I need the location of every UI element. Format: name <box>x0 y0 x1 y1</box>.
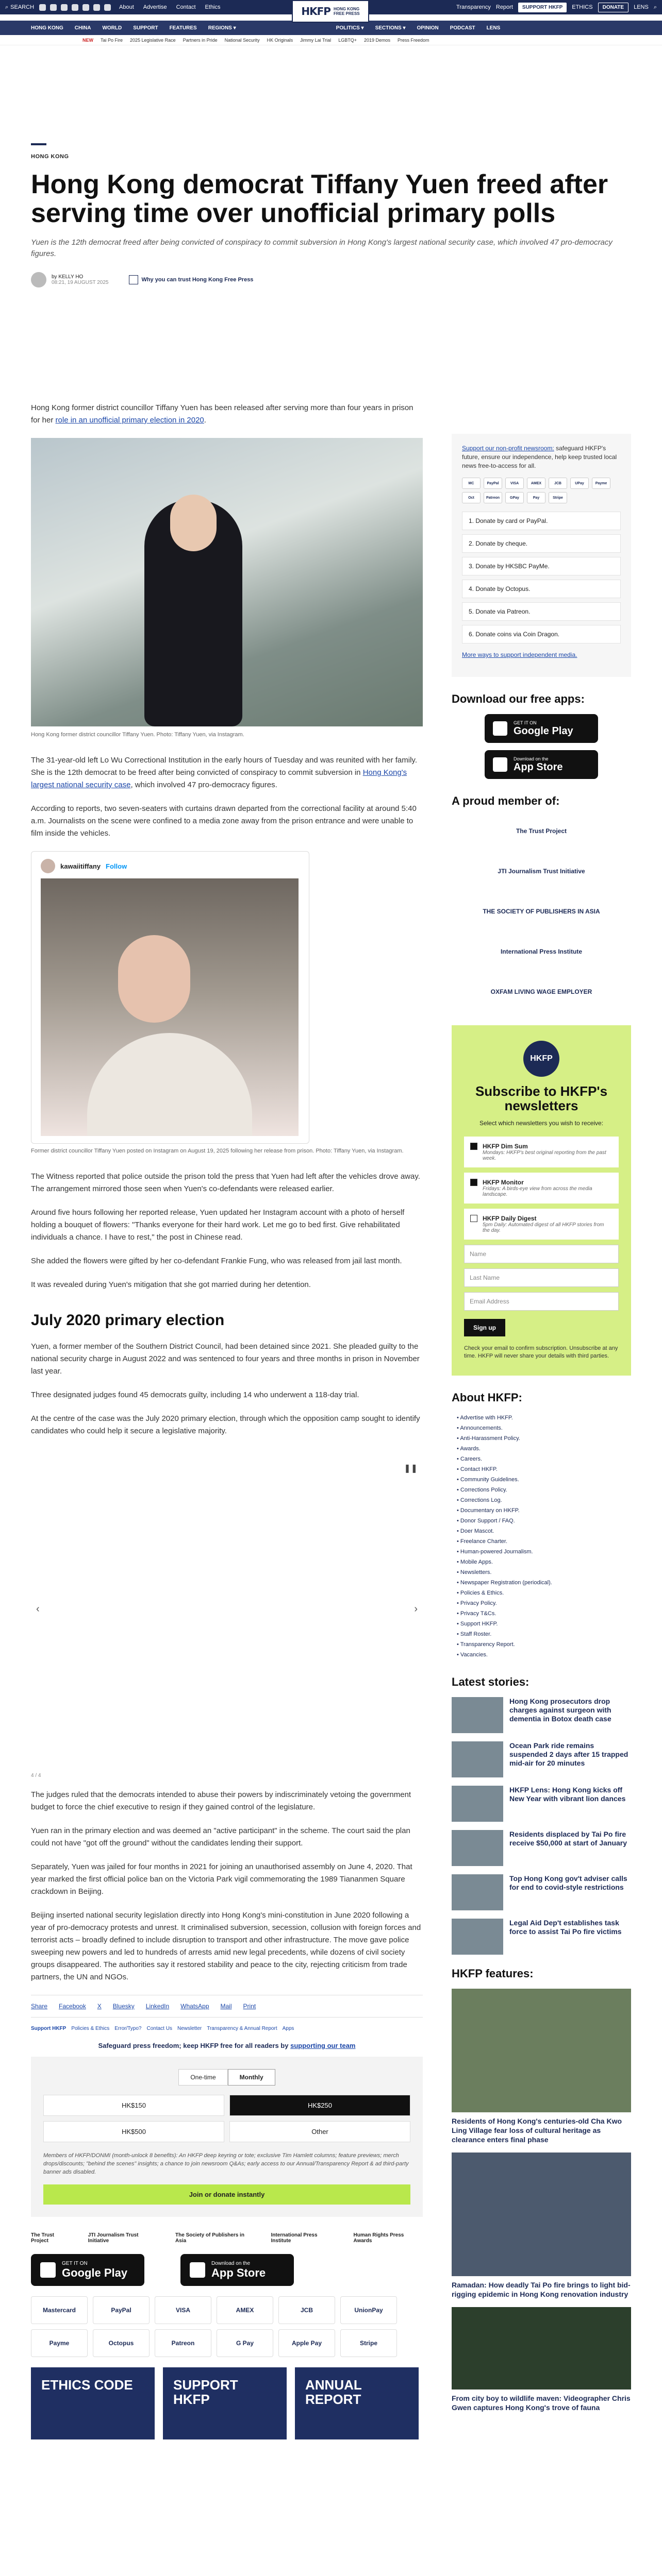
payment-logo[interactable]: Payme <box>31 2329 88 2357</box>
checkbox-checked-icon[interactable] <box>470 1143 477 1150</box>
member-logo[interactable]: THE SOCIETY OF PUBLISHERS IN ASIA <box>483 908 600 915</box>
nav-world[interactable]: WORLD <box>102 25 122 31</box>
lead-photo <box>31 438 423 726</box>
footer-link[interactable]: Policies & Ethics <box>71 2026 110 2031</box>
latest-story[interactable]: Legal Aid Dep't establishes task force to assist Tai Po fire victims <box>452 1919 631 1955</box>
member-logo[interactable]: The Society of Publishers in Asia <box>175 2232 244 2244</box>
trending-item[interactable]: 2025 Legislative Race <box>130 37 176 43</box>
rss-icon[interactable] <box>104 4 111 11</box>
about-link[interactable]: • Transparency Report. <box>457 1639 631 1650</box>
top-links <box>119 4 221 10</box>
trending-item[interactable]: Tai Po Fire <box>101 37 123 43</box>
trending-item[interactable]: Jimmy Lai Trial <box>300 37 332 43</box>
apple-icon <box>493 757 507 772</box>
amount-option[interactable]: HK$500 <box>43 2121 224 2142</box>
about-heading: About HKFP: <box>452 1391 522 1404</box>
trust-link[interactable]: Why you can trust Hong Kong Free Press <box>129 275 253 284</box>
sidebar <box>452 434 631 2420</box>
paragraph: Beijing inserted national security legislation directly into Hong Kong's mini-constitution in June 2020 following a year of pro-democracy protests and unrest. It criminalised subversion, secession, collusion with foreign forces and terrorist acts – broadly defined to include disruption to transport and other infrastructure. The move gave police sweeping new powers and led to hundreds of arrests amid new legal precedents, while dozens of civil society groups disappeared. The authorities say it restored stability and peace to the city, rejecting criticism from trade partners, the UN and NGOs. <box>31 1911 421 1981</box>
embed-caption: Former district councillor Tiffany Yuen posted on Instagram on August 19, 2025 following her release from prison. Photo: Tiffany Yuen, via Instagram. <box>31 1148 404 1154</box>
nav-podcast[interactable]: PODCAST <box>450 25 475 31</box>
about-link[interactable]: • Staff Roster. <box>457 1629 631 1639</box>
donation-amounts <box>43 2095 410 2142</box>
story-thumbnail[interactable] <box>452 1830 503 1866</box>
signup-fine-print: Check your email to confirm subscription. Unsubscribe at any time. HKFP will never share your details with third parties. <box>464 1345 618 1359</box>
feature-image[interactable] <box>452 2153 631 2276</box>
section-heading: July 2020 primary election <box>31 1312 225 1329</box>
name-field[interactable]: Name <box>464 1245 619 1263</box>
share-whatsapp[interactable]: WhatsApp <box>180 2003 209 2010</box>
newsletter-intro: Select which newsletters you wish to receive: <box>479 1120 604 1127</box>
top-link-contact[interactable]: Contact <box>176 4 196 10</box>
trending-item[interactable]: HK Originals <box>267 37 293 43</box>
next-arrow-icon[interactable]: › <box>414 1603 418 1615</box>
share-print[interactable]: Print <box>243 2003 256 2010</box>
share-links <box>31 1995 423 2018</box>
donate-method[interactable]: 1. Donate by card or PayPal. <box>462 512 621 530</box>
trending-item[interactable]: LGBTQ+ <box>338 37 357 43</box>
about-link[interactable]: • Anti-Harassment Policy. <box>457 1433 631 1444</box>
trust-icon <box>129 275 138 284</box>
payment-icon: JCB <box>549 478 567 489</box>
support-link[interactable]: Support our non-profit newsroom: <box>462 445 554 452</box>
nav-features[interactable]: FEATURES <box>169 25 197 31</box>
article-footer-links <box>31 2026 423 2031</box>
threads-icon[interactable] <box>72 4 78 11</box>
top-link-advertise[interactable]: Advertise <box>143 4 167 10</box>
paragraph: Yuen, a former member of the Southern District Council, had been detained since 2021. She pleaded guilty to the national security charge in August 2022 and was sentenced to four years and three months in prison in November last year. <box>31 1342 420 1376</box>
paragraph: According to reports, two seven-seaters with curtains drawn departed from the correctional facility at around 5:40 a.m. Journalists on the scene were confined to a media zone away from the prison entrance and were unable to film inside the vehicles. <box>31 804 417 838</box>
about-link[interactable]: • Contact HKFP. <box>457 1464 631 1475</box>
about-link[interactable]: • Announcements. <box>457 1423 631 1433</box>
paragraph: Separately, Yuen was jailed for four months in 2021 for joining an unauthorised assembly on June 4, 2020. That year marked the first official police ban on the Victoria Park vigil commemorating the 1989 Tiananmen Square crackdown in Beijing. <box>31 1862 412 1896</box>
about-link[interactable]: • Awards. <box>457 1444 631 1454</box>
header-rule <box>31 143 46 145</box>
ethics-link[interactable]: ETHICS <box>572 4 593 10</box>
facebook-icon[interactable] <box>39 4 46 11</box>
payment-icon: VISA <box>505 478 524 489</box>
search-icon[interactable]: ⌕ <box>653 4 657 10</box>
paragraph: Around five hours following her reported release, Yuen updated her Instagram account with a photo of herself holding a bouquet of flowers: "Thanks everyone for their hard work. Let me go to bed first. Give rehabilitated individuals a chance. I have to rest," the post in Chinese read. <box>31 1208 405 1242</box>
publish-date: 08:21, 19 AUGUST 2025 <box>52 280 109 285</box>
payment-logo[interactable]: G Pay <box>217 2329 273 2357</box>
youtube-icon[interactable] <box>82 4 89 11</box>
trending-item[interactable]: 2019 Demos <box>363 37 390 43</box>
safeguard-banner: Safeguard press freedom; keep HKFP free for all readers by supporting our team <box>31 2042 423 2049</box>
donate-method[interactable]: 2. Donate by cheque. <box>462 534 621 553</box>
app-store-badge[interactable]: Download on the App Store <box>180 2254 294 2286</box>
latest-story[interactable]: Residents displaced by Tai Po fire receive $50,000 at start of January <box>452 1830 631 1866</box>
support-hkfp-button[interactable]: SUPPORT HKFP <box>518 3 567 12</box>
inline-link[interactable]: role in an unofficial primary election in 2020 <box>55 416 204 425</box>
about-link[interactable]: • Corrections Policy. <box>457 1485 631 1495</box>
mail-icon[interactable] <box>93 4 100 11</box>
member-logo[interactable]: International Press Institute <box>271 2232 318 2244</box>
site-logo[interactable]: HKFP HONG KONG FREE PRESS <box>292 0 369 23</box>
donate-method[interactable]: 6. Donate coins via Coin Dragon. <box>462 625 621 643</box>
amount-option-other[interactable]: Other <box>229 2121 410 2142</box>
share-facebook[interactable]: Facebook <box>59 2003 86 2010</box>
footer-link[interactable]: Newsletter <box>177 2026 202 2031</box>
monthly-tab[interactable]: Monthly <box>228 2069 275 2086</box>
newsletter-signup <box>452 1025 631 1376</box>
about-link[interactable]: • Human-powered Journalism. <box>457 1547 631 1557</box>
trending-item[interactable]: Press Freedom <box>397 37 429 43</box>
nav-hong-kong[interactable]: HONG KONG <box>31 25 63 31</box>
share-bluesky[interactable]: Bluesky <box>112 2003 135 2010</box>
promo-banner[interactable]: ETHICS CODE <box>31 2367 155 2439</box>
payment-logo[interactable]: AMEX <box>217 2296 273 2324</box>
apple-icon <box>190 2262 205 2278</box>
feature-story[interactable]: From city boy to wildlife maven: Videographer Chris Gwen captures Hong Kong's trove of fauna <box>452 2307 631 2412</box>
pause-icon[interactable]: ❚❚ <box>404 1464 418 1473</box>
promo-banner[interactable]: ANNUAL REPORT <box>295 2367 419 2439</box>
top-link-about[interactable]: About <box>119 4 134 10</box>
payment-logo[interactable]: JCB <box>278 2296 335 2324</box>
payment-logo[interactable]: PayPal <box>93 2296 150 2324</box>
payment-logo[interactable]: UnionPay <box>340 2296 397 2324</box>
about-link[interactable]: • Careers. <box>457 1454 631 1464</box>
photo-gallery <box>31 1449 423 1778</box>
inline-link[interactable]: Hong Kong's largest national security case <box>31 768 407 789</box>
new-badge: NEW <box>82 37 93 43</box>
amount-option-selected[interactable]: HK$250 <box>229 2095 410 2116</box>
share-linkedin[interactable]: LinkedIn <box>145 2003 170 2010</box>
member-logo[interactable]: Human Rights Press Awards <box>353 2232 404 2244</box>
story-thumbnail[interactable] <box>452 1919 503 1955</box>
paragraph: It was revealed during Yuen's mitigation that she got married during her detention. <box>31 1280 311 1289</box>
story-thumbnail[interactable] <box>452 1874 503 1910</box>
features-heading: HKFP features: <box>452 1967 534 1980</box>
main-nav <box>0 21 662 35</box>
feature-story[interactable]: Ramadan: How deadly Tai Po fire brings to light bid-rigging epidemic in Hong Kong renovation industry <box>452 2153 631 2299</box>
about-link[interactable]: • Vacancies. <box>457 1650 631 1660</box>
latest-heading: Latest stories: <box>452 1675 529 1688</box>
donation-frequency-toggle <box>43 2069 410 2086</box>
nav-sections[interactable]: SECTIONS ▾ <box>375 25 406 31</box>
support-team-link[interactable]: supporting our team <box>290 2042 356 2049</box>
promo-banner[interactable]: SUPPORT HKFP <box>163 2367 287 2439</box>
paragraph: The 31-year-old left Lo Wu Correctional Institution in the early hours of Tuesday and was reunited with her family. She is the 12th democrat to be freed after being convicted of conspiracy to commit subversion in Hong Kong's largest national security case, which involved 47 pro-democracy figures. <box>31 756 417 789</box>
latest-story[interactable]: HKFP Lens: Hong Kong kicks off New Year with vibrant lion dances <box>452 1786 631 1822</box>
about-link[interactable]: • Support HKFP. <box>457 1619 631 1629</box>
app-store-badges <box>31 2254 423 2286</box>
newsletter-title: Subscribe to HKFP's newsletters <box>475 1083 608 1113</box>
prev-arrow-icon[interactable]: ‹ <box>36 1603 40 1615</box>
payment-icon: MC <box>462 478 481 489</box>
nav-china[interactable]: CHINA <box>74 25 91 31</box>
paragraph: Yuen ran in the primary election and was deemed an "active participant" in the scheme. The court said the plan could not have "got off the ground" without the candidates lending their support. <box>31 1826 410 1848</box>
nav-lens[interactable]: LENS <box>486 25 501 31</box>
share-mail[interactable]: Mail <box>220 2003 232 2010</box>
instagram-avatar <box>41 859 55 873</box>
about-links <box>452 1413 631 1660</box>
payment-icons <box>462 478 621 503</box>
share-x[interactable]: X <box>97 2003 102 2010</box>
author-avatar <box>31 272 46 287</box>
one-time-tab[interactable]: One-time <box>178 2069 227 2086</box>
promo-banners <box>31 2367 423 2439</box>
member-logo[interactable]: The Trust Project <box>31 2232 55 2244</box>
about-link[interactable]: • Privacy T&Cs. <box>457 1608 631 1619</box>
donate-button[interactable]: DONATE <box>598 3 628 12</box>
instagram-follow-button[interactable]: Follow <box>106 862 127 870</box>
article-category[interactable]: HONG KONG <box>31 154 69 160</box>
payment-icon: Pay <box>527 492 545 503</box>
about-link[interactable]: • Freelance Charter. <box>457 1536 631 1547</box>
about-link[interactable]: • Donor Support / FAQ. <box>457 1516 631 1526</box>
payment-icon: Oct <box>462 492 481 503</box>
paragraph: The Witness reported that police outside the prison told the press that Yuen had left after the vehicles drove away. The arrangement mirrored those seen when Yuen's co-defendants were released earlier. <box>31 1172 420 1193</box>
payment-icon: GPay <box>505 492 524 503</box>
latest-story[interactable]: Hong Kong prosecutors drop charges against surgeon with dementia in Botox death case <box>452 1697 631 1733</box>
donate-method[interactable]: 4. Donate by Octopus. <box>462 580 621 598</box>
member-logo[interactable]: JTI Journalism Trust Initiative <box>498 868 585 875</box>
instagram-icon[interactable] <box>61 4 68 11</box>
article-header <box>0 143 662 287</box>
newsletter-option[interactable]: HKFP Dim Sum Mondays: HKFP's best original reporting from the past week. <box>464 1137 619 1167</box>
payment-icon: UPay <box>570 478 589 489</box>
donate-method[interactable]: 5. Donate via Patreon. <box>462 602 621 621</box>
about-link[interactable]: • Newspaper Registration (periodical). <box>457 1578 631 1588</box>
latest-story[interactable]: Ocean Park ride remains suspended 2 days after 15 trapped mid-air for 20 minutes <box>452 1741 631 1777</box>
google-play-badge[interactable]: GET IT ON Google Play <box>485 714 598 743</box>
checkbox-icon[interactable] <box>470 1215 477 1222</box>
payment-logo[interactable]: Patreon <box>155 2329 211 2357</box>
member-heading: A proud member of: <box>452 794 560 807</box>
footer-link[interactable]: Apps <box>282 2026 294 2031</box>
share-label: Share <box>31 2003 48 2010</box>
google-play-badge[interactable]: GET IT ON Google Play <box>31 2254 144 2286</box>
gallery-counter: 4 / 4 <box>31 1773 41 1778</box>
google-play-icon <box>40 2262 56 2278</box>
footer-link[interactable]: Transparency & Annual Report <box>207 2026 277 2031</box>
nav-opinion[interactable]: OPINION <box>417 25 439 31</box>
newsletter-option[interactable]: HKFP Monitor Fridays: A birds-eye view from across the media landscape. <box>464 1173 619 1204</box>
instagram-photo[interactable] <box>41 878 299 1136</box>
paragraph: Three designated judges found 45 democrats guilty, including 14 who underwent a 118-day trial. <box>31 1391 359 1399</box>
top-link-transparency[interactable]: Transparency <box>456 4 491 10</box>
more-ways-link[interactable]: More ways to support independent media. <box>462 651 577 658</box>
payment-icon: Payme <box>592 478 610 489</box>
payment-methods <box>31 2296 423 2357</box>
payment-icon: PayPal <box>484 478 502 489</box>
sign-up-button[interactable]: Sign up <box>464 1319 505 1336</box>
payment-icon: Patreon <box>484 492 502 503</box>
lens-link[interactable]: LENS <box>634 4 649 10</box>
about-link[interactable]: • Policies & Ethics. <box>457 1588 631 1598</box>
bottom-member-logos <box>31 2232 423 2244</box>
footer-link[interactable]: Contact Us <box>146 2026 172 2031</box>
google-play-icon <box>493 721 507 736</box>
checkbox-checked-icon[interactable] <box>470 1179 477 1186</box>
payment-logo[interactable]: Octopus <box>93 2329 150 2357</box>
hkfp-badge: HKFP <box>523 1041 559 1077</box>
nav-support[interactable]: SUPPORT <box>133 25 158 31</box>
top-right-links <box>456 3 657 12</box>
donate-method[interactable]: 3. Donate by HKSBC PayMe. <box>462 557 621 575</box>
search-icon: ⌕ <box>5 4 9 10</box>
author-name[interactable]: by KELLY HO <box>52 274 84 280</box>
latest-story[interactable]: Top Hong Kong gov't adviser calls for end to covid-style restrictions <box>452 1874 631 1910</box>
member-logo[interactable]: OXFAM LIVING WAGE EMPLOYER <box>490 988 592 995</box>
about-link[interactable]: • Community Guidelines. <box>457 1475 631 1485</box>
about-link[interactable]: • Documentary on HKFP. <box>457 1505 631 1516</box>
support-card: Support our non-profit newsroom: safeguard HKFP's future, ensure our independence, help keep trusted local news free-to-access for all. MC PayPal VISA AMEX JCB UPay Payme Oct Patreon GPay Pay Stripe 1. Donate by card or PayPal. 2. Donate by cheque. 3. Donate by HKSBC PayMe. 4. Donate by Octopus. 5. Donate via Patreon. 6. Donate coins via Coin Dragon. More ways to support independent media. <box>452 434 631 677</box>
paragraph: Hong Kong former district councillor Tiffany Yuen has been released after serving more than four years in prison for her role in an unofficial primary election in 2020. <box>31 403 413 425</box>
payment-icon: AMEX <box>527 478 545 489</box>
paragraph: She added the flowers were gifted by her co-defendant Frankie Fung, who was released from jail last month. <box>31 1257 402 1265</box>
trending-item[interactable]: Partners in Pride <box>183 37 218 43</box>
social-links <box>39 4 111 11</box>
about-link[interactable]: • Privacy Policy. <box>457 1598 631 1608</box>
article-subtitle: Yuen is the 12th democrat freed after being convicted of conspiracy to commit subversion in Hong Kong's largest national security case, which involved 47 pro-democracy figures. <box>31 238 613 258</box>
nav-politics[interactable]: POLITICS ▾ <box>336 25 364 31</box>
trending-bar <box>0 35 662 45</box>
payment-logo[interactable]: Mastercard <box>31 2296 88 2324</box>
newsletter-option[interactable]: HKFP Daily Digest 5pm Daily: Automated digest of all HKFP stories from the day. <box>464 1209 619 1240</box>
search-button[interactable]: ⌕ SEARCH <box>5 4 35 10</box>
paragraph: At the centre of the case was the July 2020 primary election, through which the opposition camp sought to identify candidates who could help it secure a legislative majority. <box>31 1414 420 1435</box>
last-name-field[interactable]: Last Name <box>464 1268 619 1287</box>
photo-caption: Hong Kong former district councillor Tiffany Yuen. Photo: Tiffany Yuen, via Instagram. <box>31 732 244 738</box>
feature-story[interactable]: Residents of Hong Kong's centuries-old Cha Kwo Ling Village fear loss of cultural heritage as clearance enters final phase <box>452 1989 631 2144</box>
footer-link[interactable]: Error/Typo? <box>114 2026 142 2031</box>
footer-link[interactable]: Support HKFP <box>31 2026 67 2031</box>
top-link-ethics[interactable]: Ethics <box>205 4 221 10</box>
apps-heading: Download our free apps: <box>452 692 585 705</box>
join-donate-button[interactable]: Join or donate instantly <box>43 2184 410 2205</box>
about-link[interactable]: • Mobile Apps. <box>457 1557 631 1567</box>
trending-item[interactable]: National Security <box>224 37 260 43</box>
x-icon[interactable] <box>50 4 57 11</box>
feature-image[interactable] <box>452 1989 631 2112</box>
story-thumbnail[interactable] <box>452 1741 503 1777</box>
amount-option[interactable]: HK$150 <box>43 2095 224 2116</box>
article-body <box>31 402 423 2439</box>
payment-icon: Stripe <box>549 492 567 503</box>
member-logo[interactable]: International Press Institute <box>500 948 583 955</box>
email-field[interactable]: Email Address <box>464 1292 619 1311</box>
member-logo[interactable]: JTI Journalism Trust Initiative <box>88 2232 139 2244</box>
paragraph: The judges ruled that the democrats intended to abuse their powers by indiscriminately vetoing the government budget to force the chief executive to resign if they gained control of the legislature. <box>31 1790 411 1811</box>
story-thumbnail[interactable] <box>452 1697 503 1733</box>
about-link[interactable]: • Doer Mascot. <box>457 1526 631 1536</box>
nav-regions[interactable]: REGIONS ▾ <box>208 25 236 31</box>
about-link[interactable]: • Advertise with HKFP. <box>457 1413 631 1423</box>
member-logo[interactable]: The Trust Project <box>516 827 567 835</box>
about-link[interactable]: • Newsletters. <box>457 1567 631 1578</box>
instagram-username[interactable]: kawaiitiffany <box>60 862 101 870</box>
app-store-badge[interactable]: Download on the App Store <box>485 750 598 779</box>
payment-logo[interactable]: VISA <box>155 2296 211 2324</box>
story-thumbnail[interactable] <box>452 1786 503 1822</box>
payment-logo[interactable]: Apple Pay <box>278 2329 335 2357</box>
feature-image[interactable] <box>452 2307 631 2389</box>
donation-widget <box>31 2057 423 2217</box>
article-title: Hong Kong democrat Tiffany Yuen freed after serving time over unofficial primary polls <box>31 170 608 228</box>
about-link[interactable]: • Corrections Log. <box>457 1495 631 1505</box>
instagram-embed[interactable] <box>31 851 309 1144</box>
member-logos <box>452 818 631 1005</box>
top-link-report[interactable]: Report <box>495 4 513 10</box>
byline <box>31 272 631 287</box>
payment-logo[interactable]: Stripe <box>340 2329 397 2357</box>
membership-note: Members of HKFP/DONMI (month-unlock 8 benefits): An HKFP deep keyring or tote; exclusive Tim Hamlett columns; feature previews; merch drops/discounts; "behind the scenes" insights; a chance to join newsroom Q&As; early access to our Annual/Transparency Report & ad third-party banner ads disabled. <box>43 2153 409 2175</box>
